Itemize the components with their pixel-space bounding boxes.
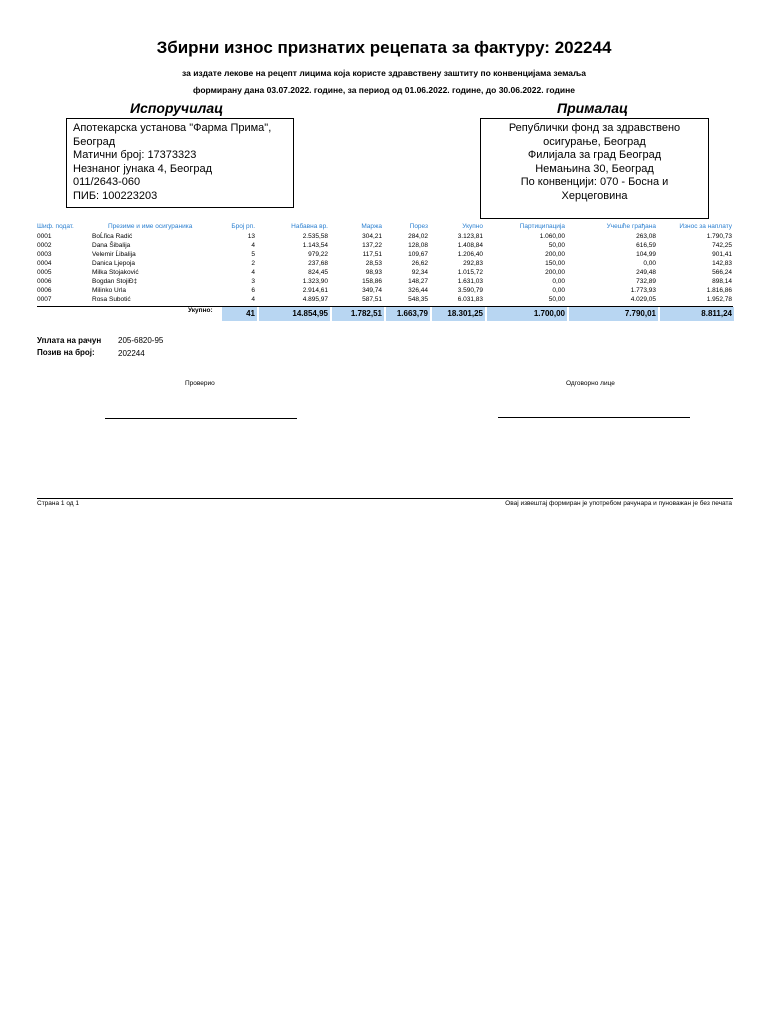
- totals-label: Укупно:: [188, 307, 213, 314]
- recipient-heading: Прималац: [557, 100, 629, 116]
- cell-payable: 1.816,86: [706, 287, 732, 294]
- cell-participation: 200,00: [545, 251, 565, 258]
- document-subtitle-2: формирану дана 03.07.2022. године, за период од 01.06.2022. године, до 30.06.2022. године: [193, 85, 575, 95]
- col-header-tax: Порез: [409, 223, 428, 230]
- cell-count: 4: [251, 269, 255, 276]
- cell-margin: 117,51: [362, 251, 382, 258]
- cell-payable: 1.790,73: [706, 233, 732, 240]
- supplier-box: [66, 118, 294, 208]
- cell-purchase: 824,45: [308, 269, 328, 276]
- cell-count: 13: [247, 233, 255, 240]
- cell-tax: 128,08: [408, 242, 428, 249]
- col-header-participation: Партиципација: [519, 223, 565, 230]
- signature-checked-label: Проверио: [185, 380, 215, 387]
- cell-count: 3: [251, 278, 255, 285]
- signature-checked-line: [105, 418, 297, 419]
- cell-tax: 109,67: [408, 251, 428, 258]
- supplier-line: Матични број: 17373323: [73, 149, 197, 162]
- table-row: [0, 296, 768, 305]
- cell-name: Rosa Subotić: [92, 296, 131, 303]
- cell-margin: 304,21: [362, 233, 382, 240]
- cell-margin: 587,51: [362, 296, 382, 303]
- cell-purchase: 2.914,61: [302, 287, 328, 294]
- table-header: [0, 223, 768, 232]
- total-tax: 1.663,79: [386, 307, 430, 321]
- cell-total: 3.590,79: [457, 287, 483, 294]
- cell-participation: 0,00: [552, 278, 565, 285]
- cell-citizen: 249,48: [636, 269, 656, 276]
- col-header-name: Презиме и име осигураника: [108, 223, 193, 230]
- cell-purchase: 1.143,54: [302, 242, 328, 249]
- cell-citizen: 732,89: [636, 278, 656, 285]
- cell-citizen: 1.773,93: [630, 287, 656, 294]
- signature-responsible-label: Одговорно лице: [566, 380, 615, 387]
- cell-total: 3.123,81: [457, 233, 483, 240]
- cell-code: 0006: [37, 287, 52, 294]
- cell-payable: 142,83: [712, 260, 732, 267]
- cell-tax: 284,02: [408, 233, 428, 240]
- supplier-line: 011/2643-060: [73, 176, 141, 189]
- cell-payable: 901,41: [712, 251, 732, 258]
- recipient-line: осигурање, Београд: [543, 135, 646, 148]
- cell-purchase: 4.895,97: [302, 296, 328, 303]
- cell-purchase: 979,22: [308, 251, 328, 258]
- total-margin: 1.782,51: [332, 307, 384, 321]
- cell-participation: 0,00: [552, 287, 565, 294]
- recipient-line: По конвенцији: 070 - Босна и: [520, 176, 669, 189]
- cell-code: 0007: [37, 296, 52, 303]
- cell-count: 4: [251, 242, 255, 249]
- col-header-purchase: Набавна вр.: [291, 223, 328, 230]
- cell-code: 0004: [37, 260, 52, 267]
- supplier-line: Незнаног јунака 4, Београд: [73, 162, 213, 175]
- supplier-line: Београд: [73, 135, 116, 148]
- supplier-line: ПИБ: 100223203: [73, 189, 158, 202]
- cell-purchase: 237,68: [308, 260, 328, 267]
- cell-total: 1.408,84: [457, 242, 483, 249]
- recipient-line: Херцеговина: [561, 189, 628, 202]
- table-row: [0, 269, 768, 278]
- table-row: [0, 260, 768, 269]
- cell-total: 1.015,72: [457, 269, 483, 276]
- cell-margin: 98,93: [365, 269, 382, 276]
- payment-account-value: 205-6820-95: [118, 336, 164, 345]
- cell-name: Bogdan StojiĐ‡: [92, 278, 138, 285]
- cell-code: 0003: [37, 251, 52, 258]
- cell-payable: 898,14: [712, 278, 732, 285]
- total-purchase: 14.854,95: [259, 307, 330, 321]
- col-header-margin: Маржа: [361, 223, 382, 230]
- footer-note: Овај извештај формиран је употребом рачунара и пуноважан је без печата: [505, 500, 732, 507]
- cell-count: 2: [251, 260, 255, 267]
- cell-name: Milka Stojaković: [92, 269, 139, 276]
- supplier-line: Апотекарска установа "Фарма Прима",: [73, 122, 272, 134]
- cell-citizen: 0,00: [643, 260, 656, 267]
- total-sum: 18.301,25: [432, 307, 485, 321]
- cell-purchase: 2.535,58: [302, 233, 328, 240]
- cell-citizen: 4.029,05: [630, 296, 656, 303]
- signature-responsible-line: [498, 417, 690, 418]
- cell-tax: 92,34: [411, 269, 428, 276]
- table-row: [0, 233, 768, 242]
- cell-margin: 349,74: [362, 287, 382, 294]
- payment-account-label: Уплата на рачун: [37, 336, 102, 345]
- cell-participation: 150,00: [545, 260, 565, 267]
- cell-code: 0006: [37, 278, 52, 285]
- total-count: 41: [222, 307, 257, 321]
- cell-code: 0001: [37, 233, 52, 240]
- cell-participation: 1.060,00: [539, 233, 565, 240]
- cell-payable: 566,24: [712, 269, 732, 276]
- cell-name: Danica Ljepoja: [92, 260, 136, 267]
- cell-tax: 148,27: [408, 278, 428, 285]
- payment-reference-label: Позив на број:: [37, 348, 95, 357]
- col-header-payable: Износ за наплату: [679, 223, 732, 230]
- table-row: [0, 242, 768, 251]
- cell-participation: 200,00: [545, 269, 565, 276]
- cell-payable: 742,25: [712, 242, 732, 249]
- cell-purchase: 1.323,90: [302, 278, 328, 285]
- cell-name: Milinko Urla: [92, 287, 126, 294]
- cell-name: BoĹľica Radić: [92, 233, 133, 240]
- cell-count: 5: [251, 251, 255, 258]
- col-header-count: Број рп.: [231, 223, 255, 230]
- cell-tax: 326,44: [408, 287, 428, 294]
- document-title: Збирни износ признатих рецепата за фактуру: 202244: [156, 38, 612, 57]
- cell-total: 1.206,40: [457, 251, 483, 258]
- col-header-citizen: Учешће грађана: [606, 223, 656, 230]
- cell-payable: 1.952,78: [706, 296, 732, 303]
- recipient-line: Републички фонд за здравствено: [508, 122, 681, 134]
- cell-total: 292,83: [463, 260, 483, 267]
- cell-count: 4: [251, 296, 255, 303]
- cell-citizen: 616,59: [636, 242, 656, 249]
- cell-tax: 548,35: [408, 296, 428, 303]
- cell-participation: 50,00: [548, 242, 565, 249]
- cell-code: 0002: [37, 242, 52, 249]
- cell-citizen: 104,99: [636, 251, 656, 258]
- total-citizen: 7.790,01: [569, 307, 658, 321]
- cell-margin: 137,22: [362, 242, 382, 249]
- cell-participation: 50,00: [548, 296, 565, 303]
- cell-name: Dana Šibalija: [92, 242, 131, 249]
- total-participation: 1.700,00: [487, 307, 567, 321]
- payment-reference-value: 202244: [118, 349, 145, 358]
- col-header-total: Укупно: [462, 223, 483, 230]
- cell-total: 6.031,83: [457, 296, 483, 303]
- cell-total: 1.631,03: [457, 278, 483, 285]
- cell-margin: 158,86: [362, 278, 382, 285]
- cell-code: 0005: [37, 269, 52, 276]
- cell-name: Velemir Ĺibalija: [92, 251, 136, 258]
- total-payable: 8.811,24: [660, 307, 734, 321]
- document-subtitle-1: за издате лекове на рецепт лицима која користе здравствену заштиту по конвенцијама земаља: [182, 68, 586, 78]
- table-row: [0, 287, 768, 296]
- supplier-heading: Испоручилац: [130, 100, 224, 116]
- table-row: [0, 278, 768, 287]
- recipient-box: [480, 118, 709, 219]
- recipient-line: Немањина 30, Београд: [535, 162, 654, 175]
- recipient-line: Филијала за град Београд: [527, 149, 662, 162]
- cell-margin: 28,53: [365, 260, 382, 267]
- col-header-code: Шиф. подат.: [37, 223, 74, 230]
- footer-divider: [37, 498, 733, 499]
- footer-page-number: Страна 1 од 1: [37, 500, 80, 507]
- cell-count: 6: [251, 287, 255, 294]
- table-row: [0, 251, 768, 260]
- cell-tax: 26,62: [411, 260, 428, 267]
- cell-citizen: 263,08: [636, 233, 656, 240]
